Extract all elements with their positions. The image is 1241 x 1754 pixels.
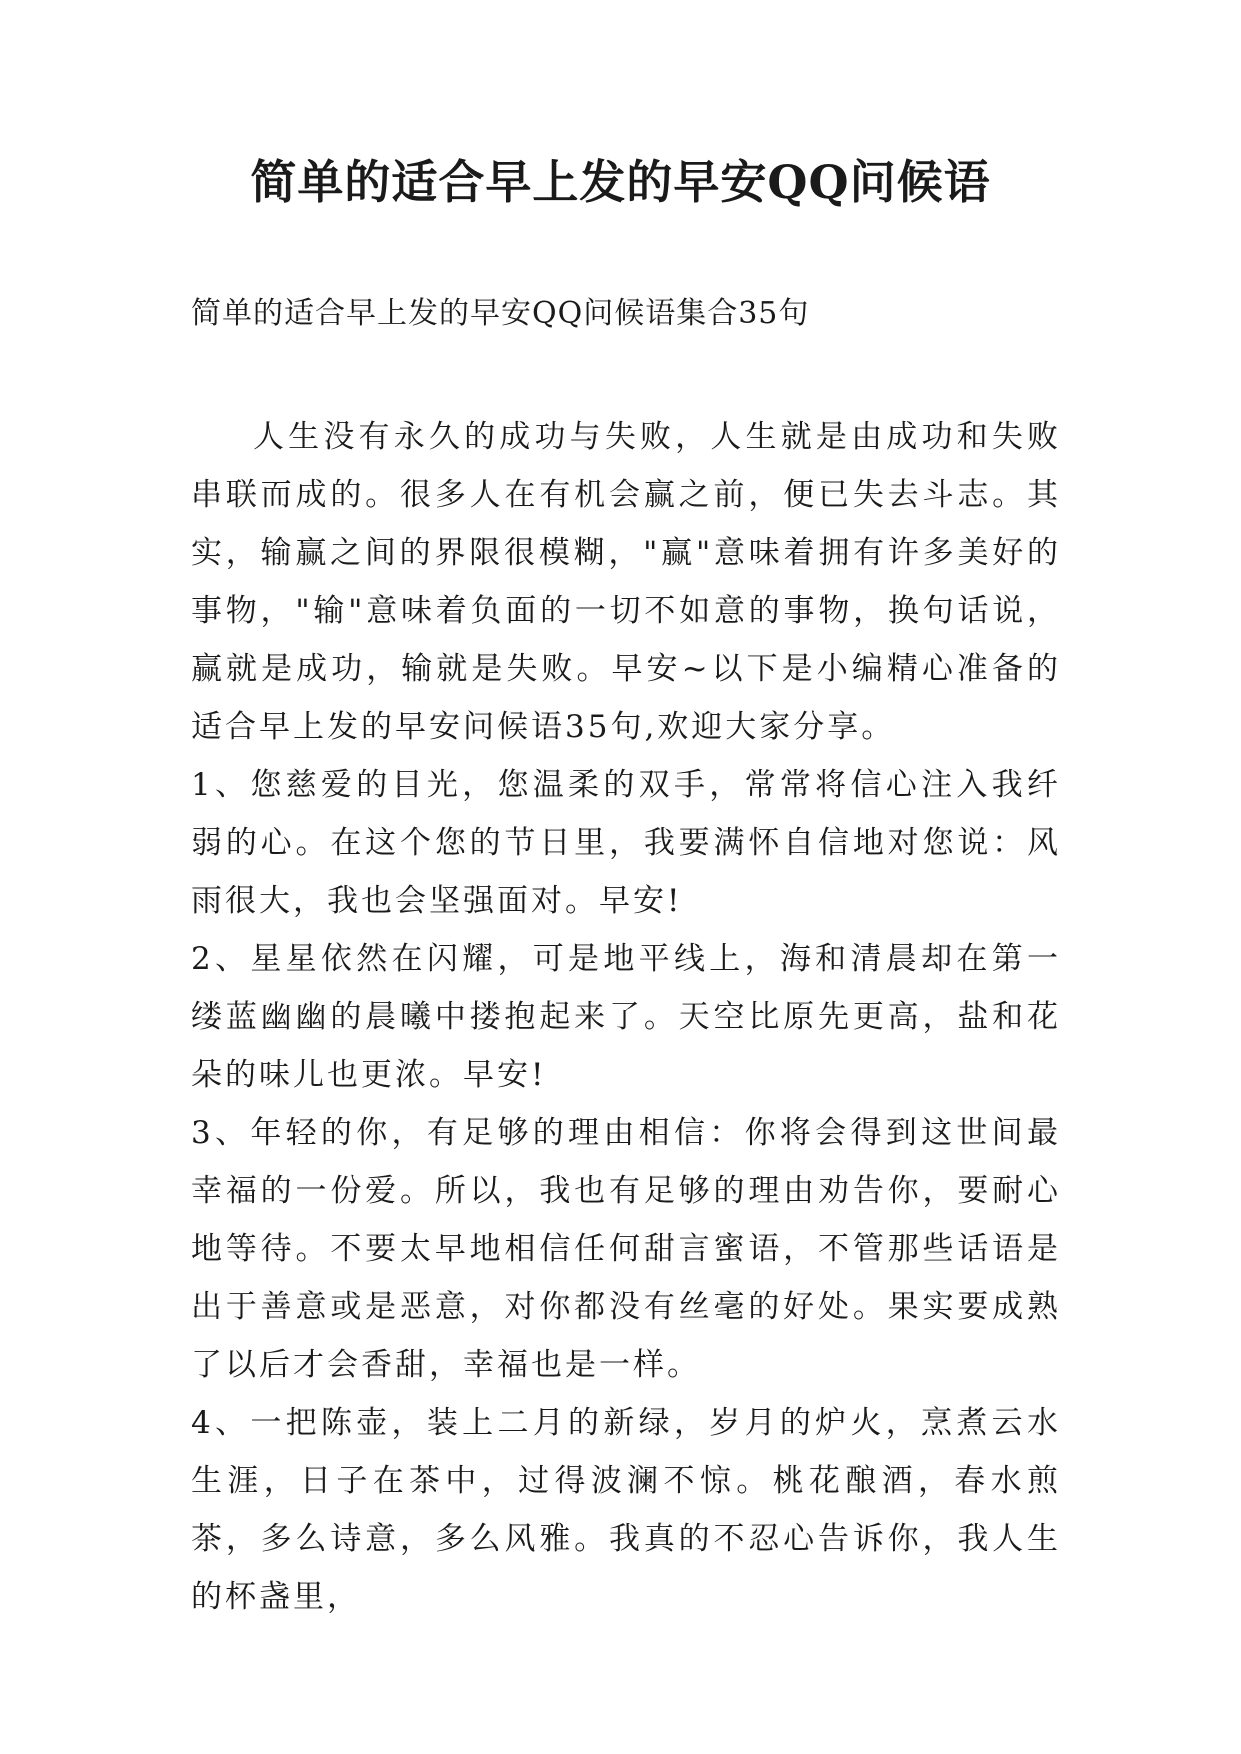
intro-paragraph: 人生没有永久的成功与失败，人生就是由成功和失败串联而成的。很多人在有机会赢之前，便已失去斗志。其实，输赢之间的界限很模糊，"赢"意味着拥有许多美好的事物，"输"意味着负面的一切不如意的事物，换句话说，赢就是成功，输就是失败。早安~以下是小编精心准备的适合早上发的早安问候语35句,欢迎大家分享。 <box>191 419 1061 745</box>
greeting-item-1: 1、您慈爱的目光，您温柔的双手，常常将信心注入我纤弱的心。在这个您的节日里，我要满怀自信地对您说：风雨很大，我也会坚强面对。早安! <box>191 767 1061 919</box>
greeting-item-4: 4、一把陈壶，装上二月的新绿，岁月的炉火，烹煮云水生涯，日子在茶中，过得波澜不惊。桃花酿酒，春水煎茶，多么诗意，多么风雅。我真的不忍心告诉你，我人生的杯盏里， <box>191 1405 1061 1615</box>
document-subtitle: 简单的适合早上发的早安QQ问候语集合35句 <box>191 296 810 331</box>
document-title: 简单的适合早上发的早安QQ问候语 <box>250 155 991 209</box>
greeting-item-2: 2、星星依然在闪耀，可是地平线上，海和清晨却在第一缕蓝幽幽的晨曦中搂抱起来了。天空比原先更高，盐和花朵的味儿也更浓。早安! <box>191 941 1061 1093</box>
document-body <box>191 408 1061 1626</box>
greeting-item-3: 3、年轻的你，有足够的理由相信：你将会得到这世间最幸福的一份爱。所以，我也有足够的理由劝告你，要耐心地等待。不要太早地相信任何甜言蜜语，不管那些话语是出于善意或是恶意，对你都没有丝毫的好处。果实要成熟了以后才会香甜，幸福也是一样。 <box>191 1115 1061 1383</box>
